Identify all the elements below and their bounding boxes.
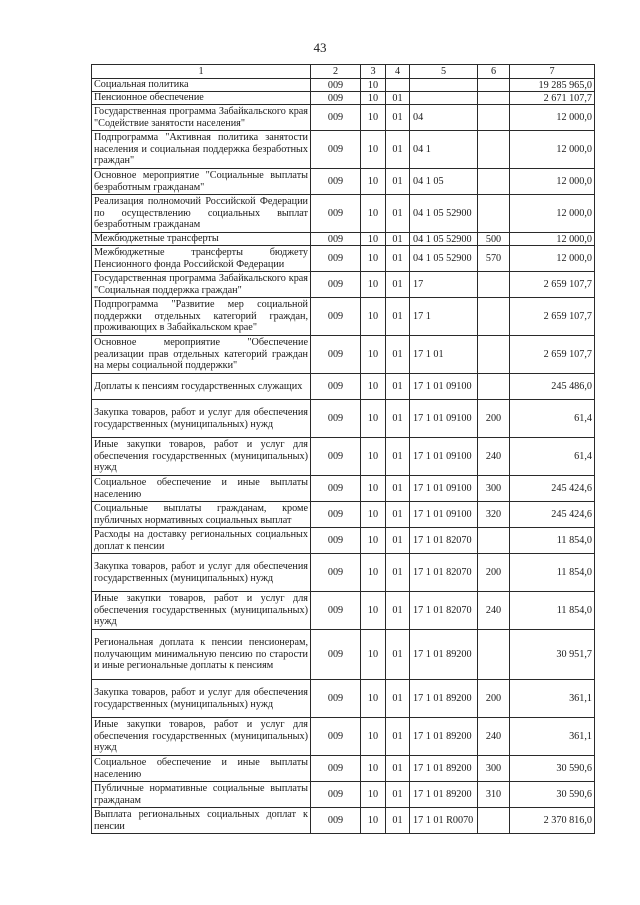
table-cell-name: Социальное обеспечение и иные выплаты населению	[92, 476, 311, 502]
table-cell-csr: 17 1 01 89200	[410, 756, 478, 782]
table-cell-vr	[478, 195, 510, 233]
column-header: 6	[478, 65, 510, 79]
column-header: 7	[510, 65, 595, 79]
table-cell-pr: 01	[386, 374, 410, 400]
table-cell-csr: 04 1 05 52900	[410, 246, 478, 272]
table-cell-vr: 500	[478, 233, 510, 246]
table-row	[92, 592, 595, 630]
table-cell-csr: 17 1 01 82070	[410, 592, 478, 630]
table-cell-sum: 245 424,6	[510, 476, 595, 502]
table-cell-name: Закупка товаров, работ и услуг для обеспечения государственных (муниципальных) нужд	[92, 680, 311, 718]
table-cell-grbs: 009	[311, 92, 361, 105]
table-cell-pr: 01	[386, 169, 410, 195]
table-cell-sum: 2 659 107,7	[510, 336, 595, 374]
table-cell-rz: 10	[361, 528, 386, 554]
table-cell-rz: 10	[361, 756, 386, 782]
table-row	[92, 105, 595, 131]
table-cell-csr: 17 1	[410, 298, 478, 336]
table-cell-vr: 200	[478, 554, 510, 592]
table-row	[92, 79, 595, 92]
table-cell-csr: 17 1 01 09100	[410, 502, 478, 528]
table-cell-vr: 200	[478, 680, 510, 718]
table-cell-csr: 17 1 01 09100	[410, 374, 478, 400]
table-cell-csr: 04 1 05	[410, 169, 478, 195]
table-cell-csr: 17 1 01	[410, 336, 478, 374]
table-cell-grbs: 009	[311, 374, 361, 400]
table-cell-grbs: 009	[311, 298, 361, 336]
table-cell-grbs: 009	[311, 105, 361, 131]
table-row	[92, 476, 595, 502]
table-cell-csr: 17 1 01 89200	[410, 718, 478, 756]
table-cell-pr: 01	[386, 630, 410, 680]
table-cell-name: Реализация полномочий Российской Федерации по осуществлению социальных выплат безработным гражданам	[92, 195, 311, 233]
column-header: 2	[311, 65, 361, 79]
table-cell-grbs: 009	[311, 554, 361, 592]
table-cell-vr	[478, 808, 510, 834]
table-cell-csr: 17 1 01 82070	[410, 528, 478, 554]
column-header: 1	[92, 65, 311, 79]
table-cell-pr: 01	[386, 233, 410, 246]
table-cell-csr: 04	[410, 105, 478, 131]
table-cell-rz: 10	[361, 336, 386, 374]
table-cell-sum: 30 590,6	[510, 782, 595, 808]
table-cell-vr: 240	[478, 718, 510, 756]
table-cell-sum: 361,1	[510, 718, 595, 756]
table-cell-vr	[478, 298, 510, 336]
table-cell-grbs: 009	[311, 592, 361, 630]
table-cell-name: Социальное обеспечение и иные выплаты населению	[92, 756, 311, 782]
table-cell-csr: 17 1 01 82070	[410, 554, 478, 592]
table-cell-pr: 01	[386, 92, 410, 105]
table-cell-sum: 2 659 107,7	[510, 298, 595, 336]
table-row	[92, 438, 595, 476]
table-cell-csr: 17 1 01 R0070	[410, 808, 478, 834]
table-row	[92, 131, 595, 169]
table-row	[92, 554, 595, 592]
table-cell-rz: 10	[361, 131, 386, 169]
table-cell-name: Межбюджетные трансферты	[92, 233, 311, 246]
table-cell-grbs: 009	[311, 630, 361, 680]
table-cell-pr: 01	[386, 438, 410, 476]
table-cell-grbs: 009	[311, 808, 361, 834]
table-cell-csr: 17 1 01 09100	[410, 400, 478, 438]
column-header: 4	[386, 65, 410, 79]
table-row	[92, 169, 595, 195]
table-cell-vr	[478, 92, 510, 105]
table-cell-pr: 01	[386, 246, 410, 272]
table-cell-grbs: 009	[311, 756, 361, 782]
table-cell-pr: 01	[386, 680, 410, 718]
table-cell-grbs: 009	[311, 233, 361, 246]
table-row	[92, 808, 595, 834]
table-cell-name: Иные закупки товаров, работ и услуг для обеспечения государственных (муниципальных) нужд	[92, 718, 311, 756]
table-row	[92, 630, 595, 680]
table-cell-vr: 310	[478, 782, 510, 808]
table-cell-csr: 04 1 05 52900	[410, 233, 478, 246]
table-row	[92, 92, 595, 105]
table-cell-grbs: 009	[311, 680, 361, 718]
table-cell-rz: 10	[361, 246, 386, 272]
table-cell-name: Закупка товаров, работ и услуг для обеспечения государственных (муниципальных) нужд	[92, 400, 311, 438]
table-cell-pr: 01	[386, 528, 410, 554]
table-cell-csr: 17 1 01 89200	[410, 680, 478, 718]
table-cell-name: Публичные нормативные социальные выплаты гражданам	[92, 782, 311, 808]
table-cell-vr	[478, 630, 510, 680]
table-cell-name: Региональная доплата к пенсии пенсионерам, получающим минимальную пенсию по старости и иные региональные доплаты к пенсиям	[92, 630, 311, 680]
column-header: 5	[410, 65, 478, 79]
table-cell-sum: 12 000,0	[510, 195, 595, 233]
table-header-row	[92, 65, 595, 79]
table-cell-sum: 2 370 816,0	[510, 808, 595, 834]
table-cell-rz: 10	[361, 438, 386, 476]
table-cell-rz: 10	[361, 476, 386, 502]
table-cell-name: Основное мероприятие "Обеспечение реализации прав отдельных категорий граждан на меры социальной поддержки"	[92, 336, 311, 374]
table-cell-pr: 01	[386, 476, 410, 502]
table-cell-csr: 17 1 01 89200	[410, 782, 478, 808]
table-cell-rz: 10	[361, 400, 386, 438]
table-cell-pr: 01	[386, 782, 410, 808]
table-cell-name: Подпрограмма "Активная политика занятости населения и социальная поддержка безработных граждан"	[92, 131, 311, 169]
table-cell-name: Подпрограмма "Развитие мер социальной поддержки отдельных категорий граждан, проживающих в Забайкальском крае"	[92, 298, 311, 336]
table-cell-pr: 01	[386, 718, 410, 756]
table-cell-sum: 12 000,0	[510, 233, 595, 246]
table-cell-rz: 10	[361, 374, 386, 400]
table-cell-vr	[478, 272, 510, 298]
table-cell-vr	[478, 528, 510, 554]
table-cell-name: Основное мероприятие "Социальные выплаты безработным гражданам"	[92, 169, 311, 195]
table-cell-csr: 17 1 01 09100	[410, 438, 478, 476]
table-cell-pr: 01	[386, 502, 410, 528]
table-cell-rz: 10	[361, 630, 386, 680]
table-cell-csr	[410, 79, 478, 92]
table-cell-csr: 04 1 05 52900	[410, 195, 478, 233]
budget-table	[91, 64, 595, 834]
table-cell-rz: 10	[361, 502, 386, 528]
table-row	[92, 782, 595, 808]
table-cell-grbs: 009	[311, 438, 361, 476]
table-cell-sum: 245 424,6	[510, 502, 595, 528]
table-cell-rz: 10	[361, 718, 386, 756]
table-cell-grbs: 009	[311, 272, 361, 298]
page-number: 43	[313, 40, 327, 55]
table-cell-grbs: 009	[311, 782, 361, 808]
table-cell-sum: 12 000,0	[510, 131, 595, 169]
table-row	[92, 246, 595, 272]
table-row	[92, 298, 595, 336]
table-row	[92, 528, 595, 554]
table-cell-vr	[478, 374, 510, 400]
table-cell-rz: 10	[361, 92, 386, 105]
table-cell-pr: 01	[386, 592, 410, 630]
table-cell-name: Социальная политика	[92, 79, 311, 92]
table-cell-vr	[478, 105, 510, 131]
table-cell-sum: 11 854,0	[510, 592, 595, 630]
table-cell-vr: 570	[478, 246, 510, 272]
table-cell-name: Межбюджетные трансферты бюджету Пенсионного фонда Российской Федерации	[92, 246, 311, 272]
table-cell-vr: 240	[478, 592, 510, 630]
table-cell-grbs: 009	[311, 246, 361, 272]
table-cell-csr: 17 1 01 89200	[410, 630, 478, 680]
table-cell-sum: 2 671 107,7	[510, 92, 595, 105]
table-cell-sum: 61,4	[510, 400, 595, 438]
table-cell-csr	[410, 92, 478, 105]
table-cell-vr: 300	[478, 476, 510, 502]
table-cell-vr	[478, 131, 510, 169]
table-cell-sum: 12 000,0	[510, 105, 595, 131]
table-cell-vr: 240	[478, 438, 510, 476]
table-cell-grbs: 009	[311, 502, 361, 528]
table-cell-sum: 12 000,0	[510, 246, 595, 272]
table-cell-grbs: 009	[311, 476, 361, 502]
table-cell-csr: 17 1 01 09100	[410, 476, 478, 502]
table-cell-vr: 300	[478, 756, 510, 782]
table-cell-name: Пенсионное обеспечение	[92, 92, 311, 105]
table-cell-vr	[478, 336, 510, 374]
table-cell-csr: 17	[410, 272, 478, 298]
table-cell-rz: 10	[361, 272, 386, 298]
table-cell-pr: 01	[386, 756, 410, 782]
table-cell-sum: 361,1	[510, 680, 595, 718]
column-header: 3	[361, 65, 386, 79]
table-cell-sum: 30 590,6	[510, 756, 595, 782]
table-cell-pr: 01	[386, 400, 410, 438]
table-cell-vr	[478, 169, 510, 195]
table-cell-sum: 12 000,0	[510, 169, 595, 195]
table-cell-grbs: 009	[311, 169, 361, 195]
table-cell-pr: 01	[386, 105, 410, 131]
table-row	[92, 680, 595, 718]
table-cell-rz: 10	[361, 105, 386, 131]
table-cell-sum: 30 951,7	[510, 630, 595, 680]
table-cell-name: Иные закупки товаров, работ и услуг для обеспечения государственных (муниципальных) нужд	[92, 592, 311, 630]
table-cell-pr: 01	[386, 298, 410, 336]
table-cell-grbs: 009	[311, 79, 361, 92]
table-cell-name: Закупка товаров, работ и услуг для обеспечения государственных (муниципальных) нужд	[92, 554, 311, 592]
table-cell-pr	[386, 79, 410, 92]
table-row	[92, 718, 595, 756]
table-row	[92, 400, 595, 438]
table-cell-rz: 10	[361, 233, 386, 246]
table-cell-sum: 19 285 965,0	[510, 79, 595, 92]
table-row	[92, 374, 595, 400]
table-cell-vr	[478, 79, 510, 92]
table-cell-sum: 11 854,0	[510, 528, 595, 554]
table-row	[92, 233, 595, 246]
table-cell-pr: 01	[386, 272, 410, 298]
table-cell-rz: 10	[361, 195, 386, 233]
table-cell-vr: 200	[478, 400, 510, 438]
table-cell-pr: 01	[386, 195, 410, 233]
table-cell-rz: 10	[361, 298, 386, 336]
table-cell-name: Иные закупки товаров, работ и услуг для обеспечения государственных (муниципальных) нужд	[92, 438, 311, 476]
table-cell-name: Доплаты к пенсиям государственных служащих	[92, 374, 311, 400]
table-cell-pr: 01	[386, 808, 410, 834]
table-row	[92, 756, 595, 782]
table-row	[92, 502, 595, 528]
table-cell-grbs: 009	[311, 400, 361, 438]
table-cell-rz: 10	[361, 554, 386, 592]
table-cell-grbs: 009	[311, 528, 361, 554]
table-cell-grbs: 009	[311, 195, 361, 233]
table-cell-rz: 10	[361, 169, 386, 195]
table-cell-name: Выплата региональных социальных доплат к пенсии	[92, 808, 311, 834]
table-cell-grbs: 009	[311, 131, 361, 169]
table-cell-sum: 11 854,0	[510, 554, 595, 592]
table-cell-rz: 10	[361, 782, 386, 808]
table-cell-rz: 10	[361, 808, 386, 834]
table-cell-pr: 01	[386, 131, 410, 169]
table-cell-sum: 2 659 107,7	[510, 272, 595, 298]
table-cell-rz: 10	[361, 680, 386, 718]
table-cell-csr: 04 1	[410, 131, 478, 169]
table-cell-grbs: 009	[311, 336, 361, 374]
table-row	[92, 195, 595, 233]
table-cell-rz: 10	[361, 592, 386, 630]
table-cell-name: Расходы на доставку региональных социальных доплат к пенсии	[92, 528, 311, 554]
table-cell-name: Государственная программа Забайкальского края "Содействие занятости населения"	[92, 105, 311, 131]
table-cell-rz: 10	[361, 79, 386, 92]
table-cell-sum: 245 486,0	[510, 374, 595, 400]
table-cell-vr: 320	[478, 502, 510, 528]
table-cell-name: Государственная программа Забайкальского края "Социальная поддержка граждан"	[92, 272, 311, 298]
table-row	[92, 336, 595, 374]
table-cell-grbs: 009	[311, 718, 361, 756]
table-cell-pr: 01	[386, 336, 410, 374]
table-cell-sum: 61,4	[510, 438, 595, 476]
table-row	[92, 272, 595, 298]
table-cell-pr: 01	[386, 554, 410, 592]
table-cell-name: Социальные выплаты гражданам, кроме публичных нормативных социальных выплат	[92, 502, 311, 528]
